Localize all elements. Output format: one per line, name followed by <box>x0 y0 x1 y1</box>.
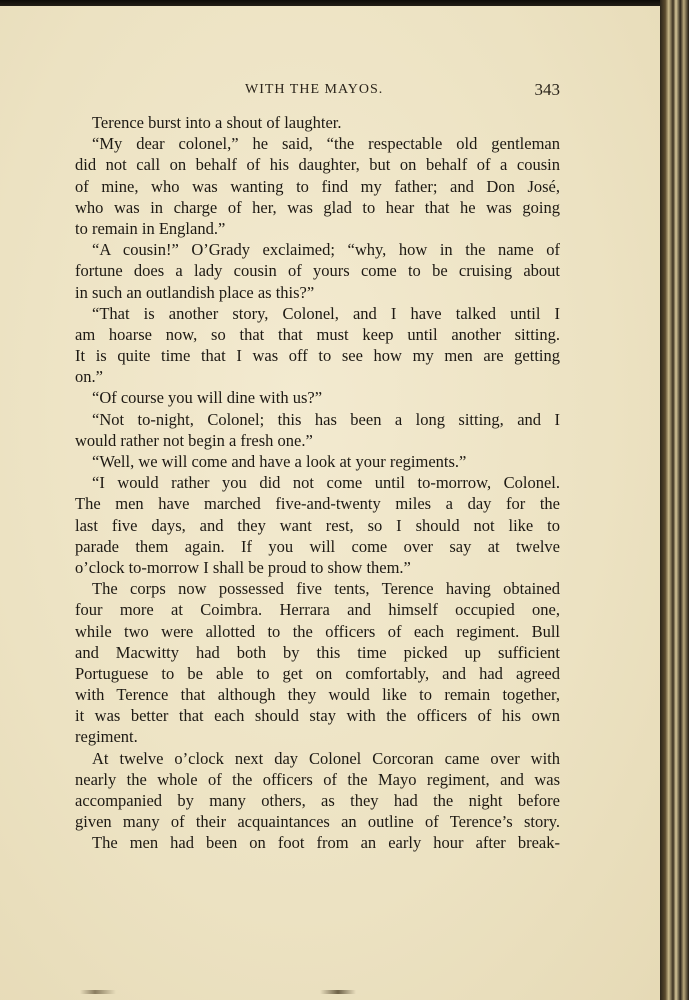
text-line: fortune does a lady cousin of yours come to be cruising about <box>75 261 560 281</box>
text-line: am hoarse now, so that that must keep until another sitting. <box>75 324 560 344</box>
text-line: of mine, who was wanting to find my father; and Don José, <box>75 176 560 196</box>
text-line: “Not to-night, Colonel; this has been a long sitting, and I <box>92 409 560 429</box>
text-line: who was in charge of her, was glad to hear that he was going <box>75 197 560 217</box>
text-line: four more at Coimbra. Herrara and himself occupied one, <box>75 600 560 620</box>
text-line: and Macwitty had both by this time picked up sufficient <box>75 642 560 662</box>
text-line: “That is another story, Colonel, and I have talked until I <box>92 303 560 323</box>
text-line: nearly the whole of the officers of the Mayo regiment, and was <box>75 769 560 789</box>
text-line: would rather not begin a fresh one.” <box>75 430 313 450</box>
text-line: “My dear colonel,” he said, “the respectable old gentleman <box>92 134 560 154</box>
text-line: regiment. <box>75 727 138 747</box>
page-header <box>75 80 560 104</box>
text-line: on.” <box>75 367 103 387</box>
text-line: Portuguese to be able to get on comfortably, and had agreed <box>75 663 560 683</box>
body-text <box>75 112 560 854</box>
text-line: At twelve o’clock next day Colonel Corcoran came over with <box>92 748 560 768</box>
text-line: to remain in England.” <box>75 218 226 238</box>
text-line: o’clock to-morrow I shall be proud to show them.” <box>75 557 411 577</box>
running-head: WITH THE MAYOS. <box>245 82 384 97</box>
text-line: while two were allotted to the officers of each regiment. Bull <box>75 621 560 641</box>
text-line: Terence burst into a shout of laughter. <box>92 113 342 132</box>
book-spine-edge <box>660 0 689 1000</box>
text-line: accompanied by many others, as they had the night before <box>75 791 560 810</box>
text-line: it was better that each should stay with the officers of his own <box>75 706 560 726</box>
text-line: “A cousin!” O’Grady exclaimed; “why, how in the name of <box>92 240 560 260</box>
text-line: in such an outlandish place as this?” <box>75 282 315 302</box>
text-line: “Well, we will come and have a look at your regiments.” <box>92 452 467 471</box>
text-line: with Terence that although they would like to remain together, <box>75 685 560 705</box>
text-line: given many of their acquaintances an outline of Terence’s story. <box>75 812 560 832</box>
page-number: 343 <box>534 80 560 99</box>
text-line: It is quite time that I was off to see how my men are getting <box>75 346 560 366</box>
text-line: did not call on behalf of his daughter, but on behalf of a cousin <box>75 155 560 175</box>
text-line: parade them again. If you will come over say at twelve <box>75 536 560 556</box>
text-line: The corps now possessed five tents, Terence having obtained <box>92 579 560 599</box>
text-line: The men had been on foot from an early hour after break- <box>92 833 560 853</box>
text-line: “I would rather you did not come until to-morrow, Colonel. <box>92 473 560 493</box>
text-line: last five days, and they want rest, so I should not like to <box>75 515 560 535</box>
text-line: “Of course you will dine with us?” <box>92 388 323 408</box>
text-line: The men have marched five-and-twenty miles a day for the <box>75 494 560 514</box>
bottom-edge-marks <box>80 990 380 994</box>
